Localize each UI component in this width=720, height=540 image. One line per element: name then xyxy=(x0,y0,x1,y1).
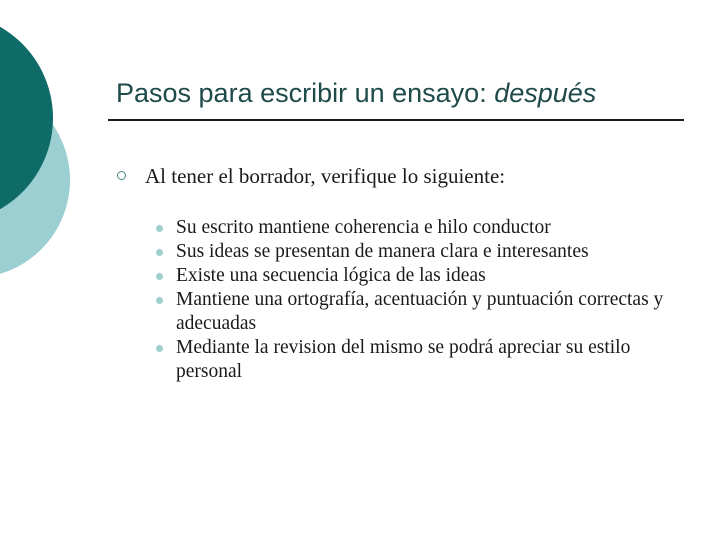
dot-bullet-icon xyxy=(156,225,163,232)
sub-bullet-item xyxy=(155,288,685,336)
title-main: Pasos para escribir un ensayo: xyxy=(116,78,495,108)
sub-bullet-item xyxy=(155,264,685,288)
dot-bullet-icon xyxy=(156,273,163,280)
sub-bullet-text: Mantiene una ortografía, acentuación y puntuación correctas y adecuadas xyxy=(176,289,664,334)
sub-bullet-item xyxy=(155,336,685,384)
slide-title xyxy=(116,76,696,110)
ring-bullet-icon xyxy=(117,171,126,180)
sub-bullet-list xyxy=(155,216,685,384)
sub-bullet-text: Sus ideas se presentan de manera clara e interesantes xyxy=(176,241,589,262)
title-emphasis: después xyxy=(494,78,597,108)
sub-bullet-text: Mediante la revision del mismo se podrá apreciar su estilo personal xyxy=(176,337,631,382)
main-bullet-text: Al tener el borrador, verifique lo siguiente: xyxy=(145,164,506,188)
sub-bullet-item xyxy=(155,240,685,264)
sub-bullet-item xyxy=(155,216,685,240)
title-divider xyxy=(108,119,684,121)
sub-bullet-text: Existe una secuencia lógica de las ideas xyxy=(176,265,486,286)
dot-bullet-icon xyxy=(156,345,163,352)
dot-bullet-icon xyxy=(156,249,163,256)
dot-bullet-icon xyxy=(156,297,163,304)
sub-bullet-text: Su escrito mantiene coherencia e hilo conductor xyxy=(176,217,551,238)
